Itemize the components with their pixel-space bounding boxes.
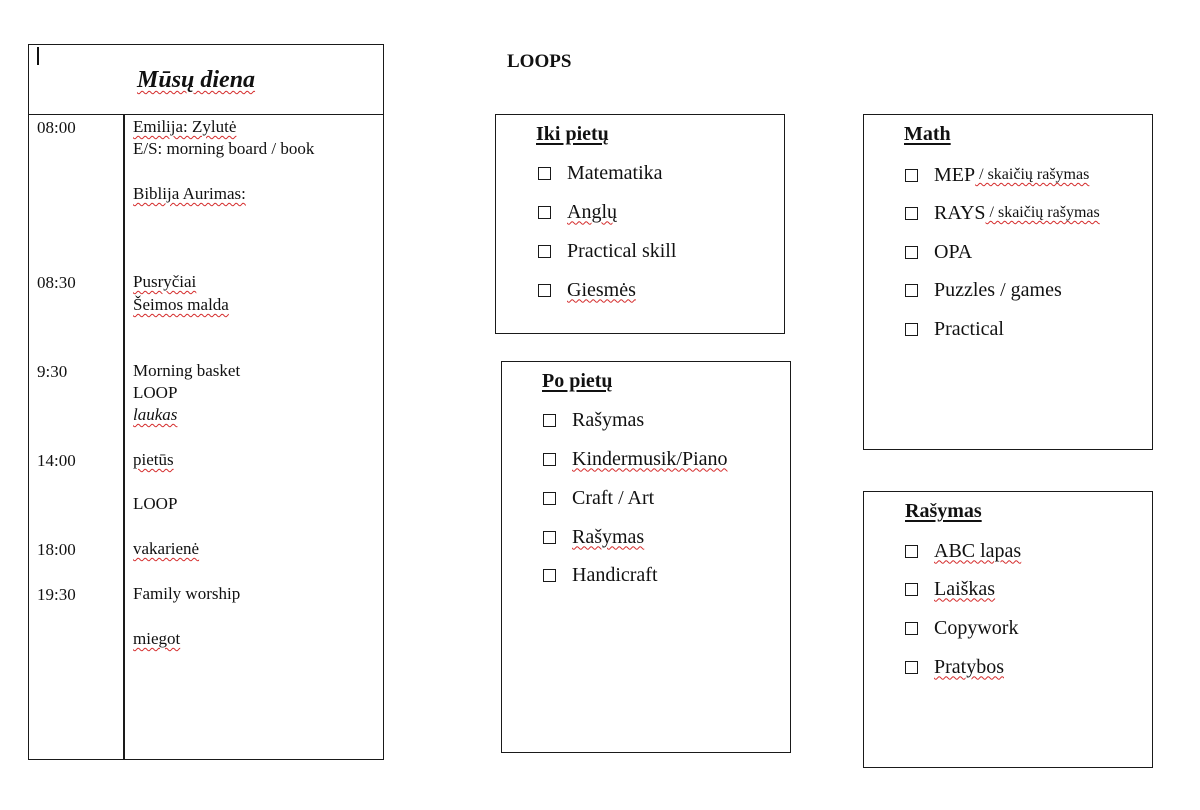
checkbox-icon[interactable] (543, 531, 556, 544)
item-sublabel: / skaičių rašymas (975, 166, 1090, 183)
checkbox-icon[interactable] (538, 167, 551, 180)
activity-line: laukas (133, 405, 178, 424)
time-cell: 08:00 (37, 118, 76, 137)
checklist-box-po-pietu (501, 361, 791, 753)
checkbox-icon[interactable] (543, 414, 556, 427)
item-label: MEP (934, 163, 976, 186)
box-title: Rašymas (905, 500, 982, 522)
schedule-title: Mūsų diena (137, 67, 256, 93)
checkbox-icon[interactable] (905, 284, 918, 297)
checklist-item[interactable] (543, 524, 644, 550)
loops-title: LOOPS (507, 51, 572, 72)
checkbox-icon[interactable] (543, 492, 556, 505)
time-cell: 14:00 (37, 451, 76, 470)
box-title: Math (904, 123, 951, 145)
checkbox-icon[interactable] (543, 453, 556, 466)
activity-line: vakarienė (133, 539, 200, 558)
time-cell: 08:30 (37, 273, 76, 292)
time-cell: 9:30 (37, 362, 68, 381)
checklist-item[interactable] (538, 238, 676, 264)
checklist-item[interactable] (905, 316, 1004, 342)
item-label: Giesmės (567, 278, 636, 301)
checkbox-icon[interactable] (905, 207, 918, 220)
time-column-divider (123, 115, 125, 759)
checklist-box-math (863, 114, 1153, 450)
checkbox-icon[interactable] (538, 284, 551, 297)
item-label: Practical skill (567, 239, 677, 262)
checklist-item[interactable] (905, 239, 972, 265)
checklist-item[interactable] (538, 199, 617, 225)
activity-line: Morning basket (133, 361, 241, 380)
checklist-item[interactable] (543, 446, 728, 472)
activity-line: LOOP (133, 494, 178, 513)
checklist-item[interactable] (905, 538, 1021, 564)
checkbox-icon[interactable] (905, 545, 918, 558)
checklist-item[interactable] (905, 654, 1004, 680)
time-cell: 18:00 (37, 540, 76, 559)
checkbox-icon[interactable] (905, 661, 918, 674)
box-title: Iki pietų (536, 123, 609, 145)
checklist-item[interactable] (905, 277, 1062, 303)
item-sublabel: / skaičių rašymas (985, 204, 1100, 221)
item-label: Craft / Art (572, 486, 655, 509)
checklist-item[interactable] (538, 160, 663, 186)
checkbox-icon[interactable] (905, 622, 918, 635)
schedule-header (29, 45, 383, 115)
activity-line: miegot (133, 629, 181, 648)
item-label: Rašymas (572, 408, 645, 431)
activity-line: pietūs (133, 450, 174, 469)
item-label: Pratybos (934, 655, 1004, 678)
checkbox-icon[interactable] (543, 569, 556, 582)
item-label: Copywork (934, 616, 1019, 639)
item-label: Kindermusik/Piano (572, 447, 728, 470)
activity-line: E/S: morning board / book (133, 139, 315, 158)
activity-line: Šeimos malda (133, 295, 229, 314)
checkbox-icon[interactable] (905, 169, 918, 182)
checklist-item[interactable] (543, 485, 654, 511)
checklist-item[interactable] (905, 615, 1018, 641)
checklist-item[interactable] (543, 562, 658, 588)
checklist-item[interactable] (905, 576, 995, 602)
item-label: Handicraft (572, 563, 658, 586)
activity-line: LOOP (133, 383, 178, 402)
checklist-item[interactable] (905, 162, 1089, 188)
checklist-item[interactable] (543, 407, 644, 433)
activity-line: Biblija Aurimas: (133, 184, 246, 203)
item-label: OPA (934, 240, 973, 263)
checklist-item[interactable] (538, 277, 636, 303)
activity-line: Family worship (133, 584, 241, 603)
activity-line: Pusryčiai (133, 272, 197, 291)
checkbox-icon[interactable] (905, 246, 918, 259)
item-label: Laiškas (934, 577, 996, 600)
item-label: Anglų (567, 200, 617, 223)
item-label: Practical (934, 317, 1004, 340)
item-label: Puzzles / games (934, 278, 1062, 301)
checklist-box-iki-pietu (495, 114, 785, 334)
activity-line: Emilija: Zylutė (133, 117, 237, 136)
checkbox-icon[interactable] (905, 583, 918, 596)
checkbox-icon[interactable] (538, 206, 551, 219)
checklist-item[interactable] (905, 200, 1100, 226)
item-label: Rašymas (572, 525, 645, 548)
item-label: RAYS (934, 201, 986, 224)
time-cell: 19:30 (37, 585, 76, 604)
box-title: Po pietų (542, 370, 613, 392)
item-label: Matematika (567, 161, 663, 184)
checkbox-icon[interactable] (538, 245, 551, 258)
item-label: ABC lapas (934, 539, 1022, 562)
checklist-box-rasymas (863, 491, 1153, 768)
schedule-table (28, 44, 384, 760)
checkbox-icon[interactable] (905, 323, 918, 336)
